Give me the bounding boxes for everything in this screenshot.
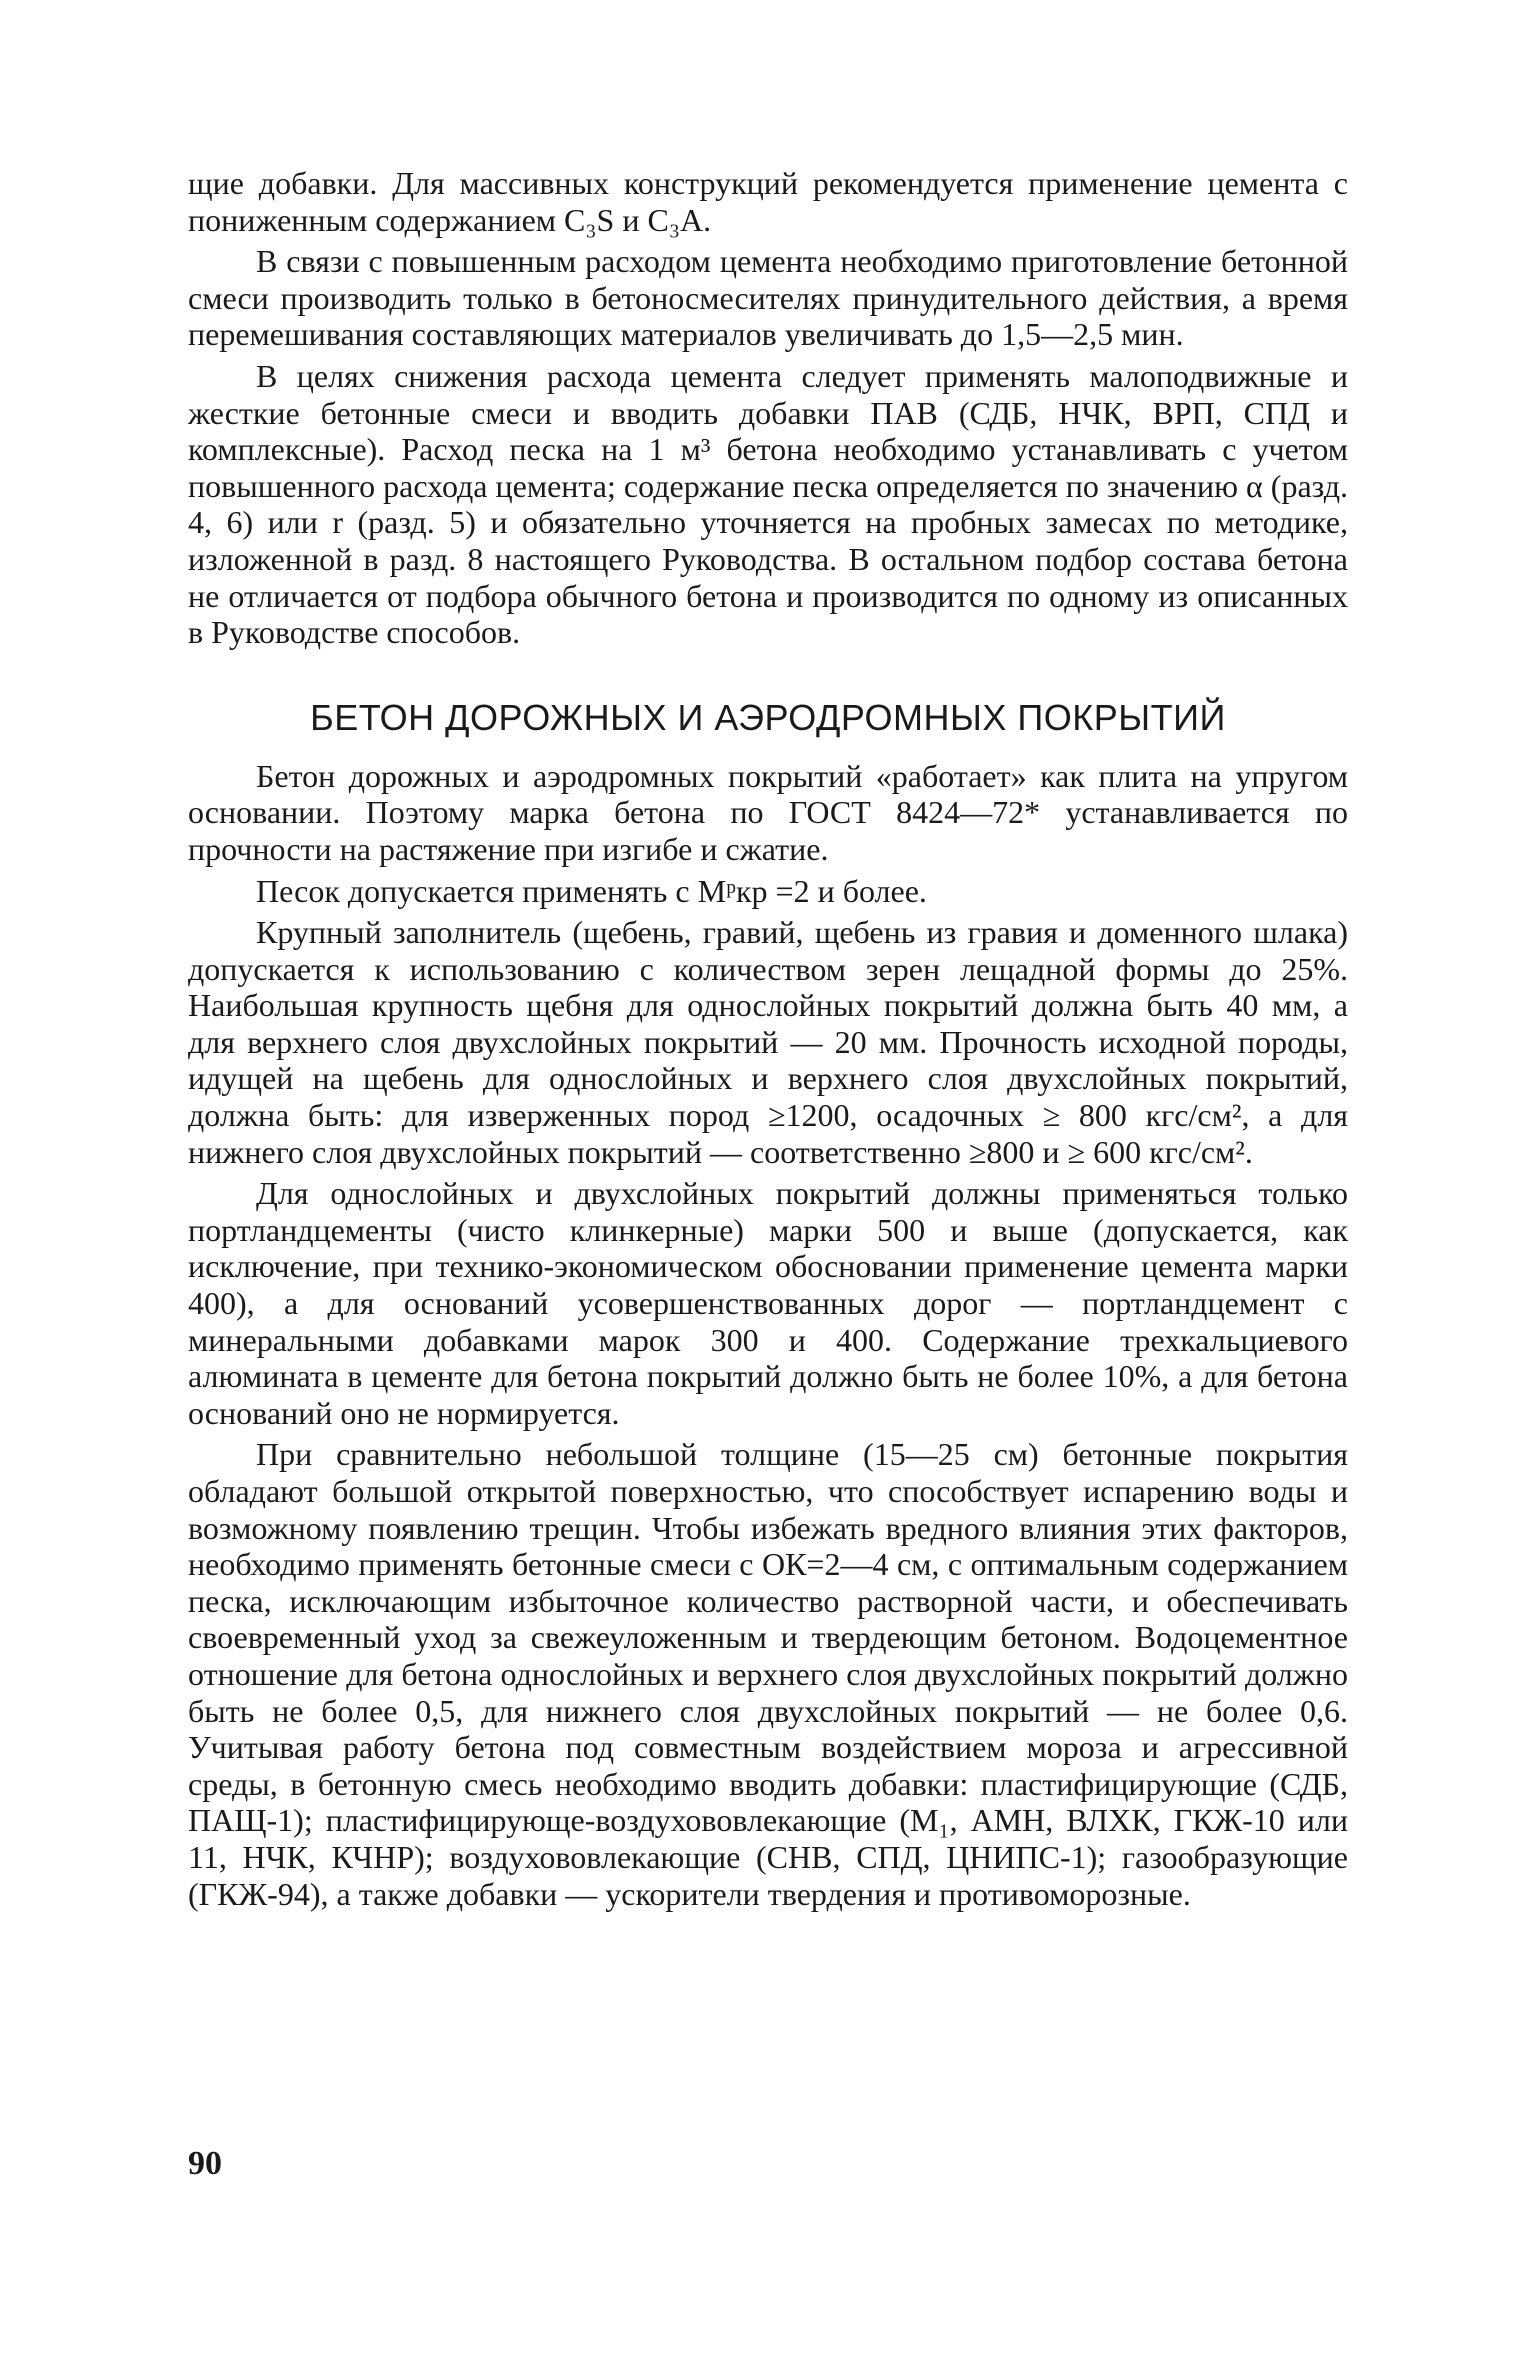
paragraph-cement-reduction: В целях снижения расхода цемента следует применять малоподвижные и жесткие бетонные смеси и вводить добавки ПАВ (СДБ, НЧК, ВРП, СПД и комплексные). Расход песка на 1 м³ бетона необходимо устанавливать с учетом повышенного расхода цемента; содержание песка определяется по значению α (разд. 4, 6) или r (разд. 5) и обязательно уточняется на пробных замесах по методике, изложенной в разд. 8 настоящего Руководства. В остальном подбор состава бетона не отличается от подбора обычного бетона и производится по одному из описанных в Руководстве способов. [188,357,1348,651]
paragraph-sand: Песок допускается применять с Мᵖкр =2 и более. [256,872,927,909]
paragraph-coarse-aggregate: Крупный заполнитель (щебень, гравий, щебень из гравия и доменного шлака) допускается к использованию с количеством зерен лещадной формы до 25%. Наибольшая крупность щебня для однослойных покрытий должна быть 40 мм, а для верхнего слоя двухслойных покрытий — 20 мм. Прочность исходной породы, идущей на щебень для однослойных и верхнего слоя двухслойных покрытий, должна быть: для изверженных пород ≥1200, осадочных ≥ 800 кгс/см², а для нижнего слоя двухслойных покрытий — соответственно ≥800 и ≥ 600 кгс/см². [188,914,1348,1170]
paragraph-additives-cement: щие добавки. Для массивных конструкций рекомендуется применение цемента с пониженным содержанием C₃S и C₃A. [188,165,1348,238]
page-body [188,165,1348,1912]
section-title: БЕТОН ДОРОЖНЫХ И АЭРОДРОМНЫХ ПОКРЫТИЙ [310,696,1226,738]
paragraph-concrete-grade: Бетон дорожных и аэродромных покрытий «работает» как плита на упругом основании. Поэтому марка бетона по ГОСТ 8424—72* устанавливается по прочности на растяжение при изгибе и сжатие. [188,757,1348,867]
paragraph-portland-cement: Для однослойных и двухслойных покрытий должны применяться только портландцементы (чисто клинкерные) марки 500 и выше (допускается, как исключение, при технико-экономическом обосновании применение цемента марки 400), а для оснований усовершенствованных дорог — портландцемент с минеральными добавками марок 300 и 400. Содержание трехкальциевого алюмината в цементе для бетона покрытий должно быть не более 10%, а для бетона оснований оно не нормируется. [188,1175,1348,1431]
paragraph-surface-protection: При сравнительно небольшой толщине (15—25 см) бетонные покрытия обладают большой открытой поверхностью, что способствует испарению воды и возможному появлению трещин. Чтобы избежать вредного влияния этих факторов, необходимо применять бетонные смеси с ОК=2—4 см, с оптимальным содержанием песка, исключающим избыточное количество растворной части, и обеспечивать своевременный уход за свежеуложенным и твердеющим бетоном. Водоцементное отношение для бетона однослойных и верхнего слоя двухслойных покрытий должно быть не более 0,5, для нижнего слоя двухслойных покрытий — не более 0,6. Учитывая работу бетона под совместным воздействием мороза и агрессивной среды, в бетонную смесь необходимо вводить добавки: пластифицирующие (СДБ, ПАЩ-1); пластифицирующе-воздухововлекающие (М₁, АМН, ВЛХК, ГКЖ-10 или 11, НЧК, КЧНР); воздухововлекающие (СНВ, СПД, ЦНИПС-1); газообразующие (ГКЖ-94), а также добавки — ускорители твердения и противоморозные. [188,1436,1348,1912]
page-number: 90 [188,2145,222,2182]
paragraph-mixing: В связи с повышенным расходом цемента необходимо приготовление бетонной смеси производить только в бетоносмесителях принудительного действия, а время перемешивания составляющих материалов увеличивать до 1,5—2,5 мин. [188,243,1348,353]
